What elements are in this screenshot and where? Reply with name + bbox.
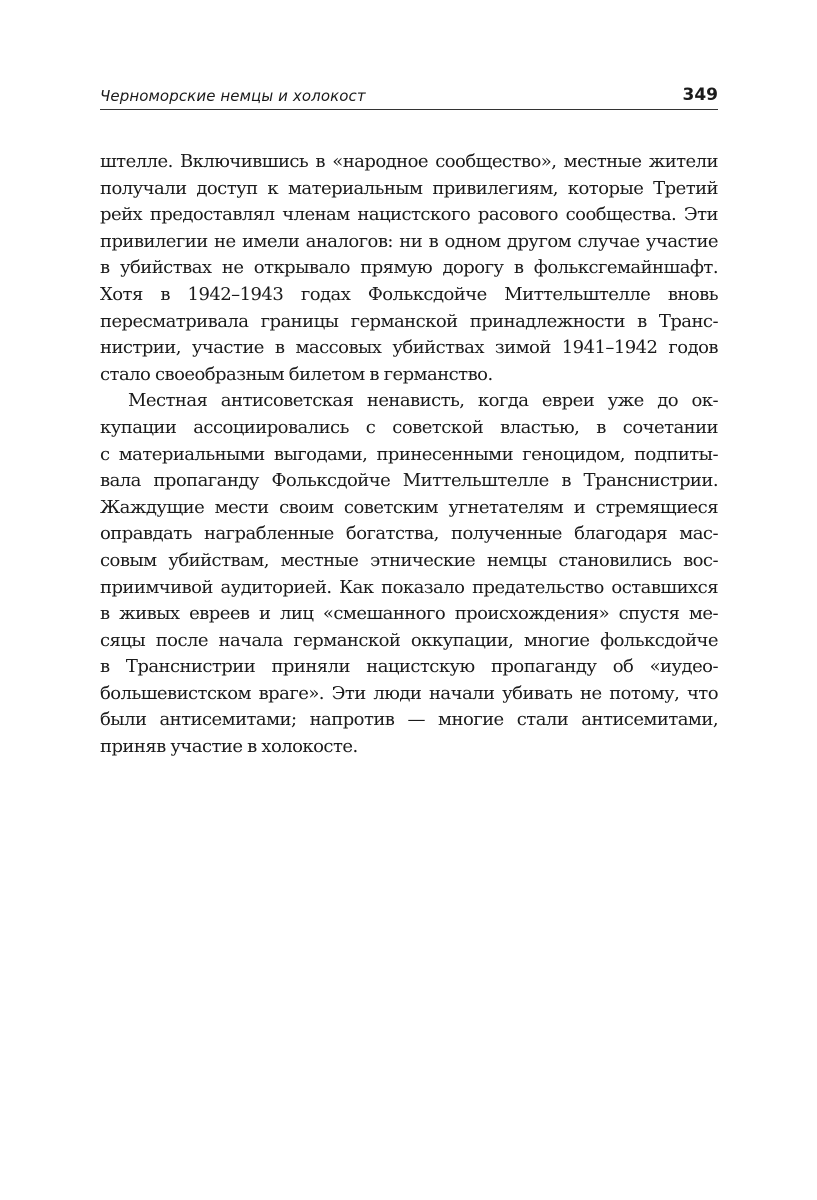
paragraph-2 xyxy=(100,388,718,760)
text-line: были антисемитами; напротив — многие стали антисемитами, xyxy=(100,709,718,731)
body-text xyxy=(100,149,718,761)
text-line: приняв участие в холокосте. xyxy=(100,736,358,758)
running-header xyxy=(100,82,718,110)
paragraph-1 xyxy=(100,149,718,388)
text-line: в убийствах не открывало прямую дорогу в фольксгемайншафт. xyxy=(100,257,718,279)
header-title: Черноморские немцы и холокост xyxy=(100,87,366,105)
text-line: купации ассоциировались с советской властью, в сочетании xyxy=(100,416,718,438)
text-line: получали доступ к материальным привилегиям, которые Третий xyxy=(100,177,718,199)
text-line: с материальными выгодами, принесенными геноцидом, подпиты- xyxy=(100,443,718,465)
text-line: рейх предоставлял членам нацистского расового сообщества. Эти xyxy=(100,204,718,226)
text-line: штелле. Включившись в «народное сообщество», местные жители xyxy=(100,151,718,172)
page-number: 349 xyxy=(682,85,718,105)
text-line: вала пропаганду Фольксдойче Миттельштелле в Транснистрии. xyxy=(100,470,718,492)
text-line: Местная антисоветская ненависть, когда евреи уже до ок- xyxy=(128,390,718,412)
text-line: большевистском враге». Эти люди начали убивать не потому, что xyxy=(100,682,718,704)
text-line: пересматривала границы германской принадлежности в Транс- xyxy=(100,310,718,332)
text-line: Хотя в 1942–1943 годах Фольксдойче Миттельштелле вновь xyxy=(100,283,718,305)
text-line: оправдать награбленные богатства, полученные благодаря мас- xyxy=(100,523,718,545)
text-line: в живых евреев и лиц «смешанного происхождения» спустя ме- xyxy=(100,603,718,625)
text-line: нистрии, участие в массовых убийствах зимой 1941–1942 годов xyxy=(100,337,718,359)
text-line: в Транснистрии приняли нацистскую пропаганду об «иудео- xyxy=(100,656,718,678)
text-line: Жаждущие мести своим советским угнетателям и стремящиеся xyxy=(100,496,718,518)
text-line: стало своеобразным билетом в германство. xyxy=(100,363,493,385)
text-line: сяцы после начала германской оккупации, многие фольксдойче xyxy=(100,629,718,651)
text-line: совым убийствам, местные этнические немцы становились вос- xyxy=(100,549,718,571)
text-line: приимчивой аудиторией. Как показало предательство оставшихся xyxy=(100,576,718,598)
text-line: привилегии не имели аналогов: ни в одном другом случае участие xyxy=(100,230,718,252)
